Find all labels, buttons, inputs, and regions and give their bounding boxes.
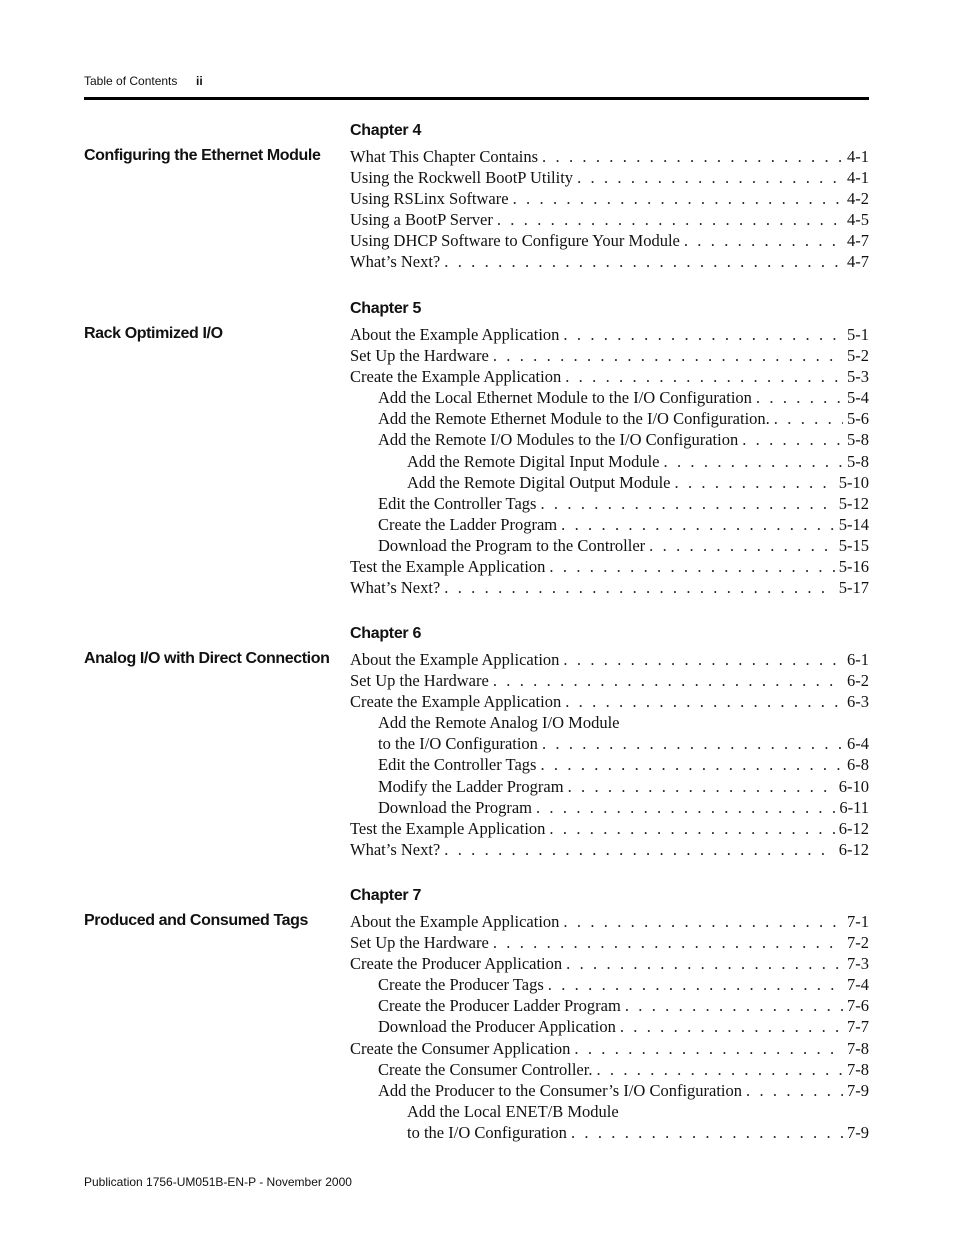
toc-entry (350, 755, 869, 776)
toc-entry-page: 5-2 (847, 346, 869, 366)
toc-entry-title: Set Up the Hardware (350, 346, 489, 366)
toc-entry-page: 7-8 (847, 1038, 869, 1058)
dot-leader (444, 252, 843, 272)
dot-leader (664, 452, 843, 472)
toc-entry (350, 1060, 869, 1081)
chapter-7-label: Chapter 7 (350, 887, 422, 904)
dot-leader (563, 912, 843, 932)
toc-entry-title: Test the Example Application (350, 557, 546, 577)
toc-entry-page: 6-8 (847, 755, 869, 775)
toc-entry-title: Modify the Ladder Program (378, 776, 564, 796)
dot-leader (577, 168, 843, 188)
dot-leader (542, 147, 843, 167)
toc-entry-title: About the Example Application (350, 912, 560, 931)
dot-leader (566, 954, 843, 974)
toc-entry-page: 5-1 (847, 325, 869, 344)
chapter-5-title: Rack Optimized I/O (84, 325, 223, 342)
toc-entry-page: 6-3 (847, 692, 869, 712)
toc-entry-page: 4-1 (847, 147, 869, 166)
toc-entry-title: Add the Remote I/O Modules to the I/O Configuration (378, 430, 739, 450)
toc-entry (350, 933, 869, 954)
dot-leader (649, 536, 835, 556)
toc-entry-page: 7-7 (847, 1017, 869, 1037)
toc-entry (350, 650, 869, 671)
toc-entry-page: 7-2 (847, 933, 869, 953)
toc-entry (350, 996, 869, 1017)
toc-entry-page: 7-4 (847, 975, 869, 995)
toc-entry (350, 452, 869, 473)
toc-entry (350, 1039, 869, 1060)
toc-entry (350, 1102, 869, 1123)
chapter-7-title: Produced and Consumed Tags (84, 912, 308, 929)
toc-entry (350, 536, 869, 557)
toc-entry (350, 734, 869, 755)
toc-entry-title: Add the Remote Analog I/O Module (378, 713, 620, 733)
toc-entry (350, 777, 869, 798)
toc-entry-page: 6-11 (839, 797, 869, 817)
toc-entry-title: What This Chapter Contains (350, 147, 539, 166)
toc-entry-page: 4-1 (847, 168, 869, 188)
toc-entry-title: Set Up the Hardware (350, 671, 489, 691)
toc-entry (350, 671, 869, 692)
toc-entry-page: 5-4 (847, 388, 869, 408)
toc-entry-title: Set Up the Hardware (350, 933, 489, 953)
header-title: Table of Contents (84, 74, 178, 88)
toc-entry-page: 4-5 (847, 210, 869, 230)
toc-entry-title: to the I/O Configuration (407, 1122, 567, 1142)
chapter-4-entries (350, 147, 869, 274)
toc-entry-page: 7-8 (847, 1059, 869, 1079)
header-page-number: ii (196, 74, 203, 88)
chapter-6-label: Chapter 6 (350, 625, 422, 642)
toc-entry-page: 6-4 (847, 734, 869, 754)
toc-entry (350, 473, 869, 494)
dot-leader (746, 1081, 843, 1101)
toc-entry-title: Add the Local ENET/B Module (407, 1101, 619, 1121)
toc-entry (350, 231, 869, 252)
toc-entry-title: to the I/O Configuration (378, 734, 538, 754)
toc-entry-title: Download the Program to the Controller (378, 535, 646, 555)
dot-leader (444, 578, 834, 598)
toc-entry (350, 346, 869, 367)
toc-entry (350, 147, 869, 168)
toc-entry-page: 6-2 (847, 671, 869, 691)
toc-entry (350, 367, 869, 388)
chapter-5-entries (350, 325, 869, 599)
dot-leader (742, 430, 843, 450)
toc-entry-page: 6-1 (847, 650, 869, 669)
header-rule (84, 97, 869, 100)
toc-entry (350, 819, 869, 840)
toc-entry (350, 954, 869, 975)
toc-entry-page: 7-1 (847, 912, 869, 931)
dot-leader (561, 515, 835, 535)
toc-entry-page: 5-14 (838, 514, 869, 534)
toc-entry-page: 5-12 (838, 493, 869, 513)
dot-leader (774, 409, 843, 429)
toc-entry-title: Create the Ladder Program (378, 514, 558, 534)
toc-entry-page: 5-8 (847, 451, 869, 471)
dot-leader (625, 996, 843, 1016)
toc-entry (350, 168, 869, 189)
toc-entry-title: Download the Producer Application (378, 1017, 616, 1037)
toc-entry-title: Edit the Controller Tags (378, 755, 537, 775)
toc-entry-title: Using the Rockwell BootP Utility (350, 168, 574, 188)
toc-entry (350, 210, 869, 231)
toc-entry (350, 430, 869, 451)
toc-entry (350, 1017, 869, 1038)
toc-entry-page: 7-6 (847, 996, 869, 1016)
dot-leader (565, 692, 843, 712)
dot-leader (620, 1017, 843, 1037)
toc-entry-page: 7-3 (847, 954, 869, 974)
toc-entry-title: Using DHCP Software to Configure Your Module (350, 231, 680, 251)
toc-entry-title: Test the Example Application (350, 818, 546, 838)
toc-entry-title: Create the Producer Application (350, 954, 563, 974)
dot-leader (444, 840, 834, 860)
dot-leader (574, 1039, 843, 1059)
toc-entry-title: Add the Remote Digital Input Module (407, 451, 660, 471)
toc-entry (350, 1081, 869, 1102)
toc-entry-page: 7-9 (847, 1122, 869, 1142)
toc-entry-title: What’s Next? (350, 578, 441, 598)
toc-entry-title: What’s Next? (350, 252, 441, 272)
dot-leader (675, 473, 835, 493)
dot-leader (540, 755, 843, 775)
toc-entry (350, 578, 869, 599)
toc-entry (350, 713, 869, 734)
toc-entry (350, 798, 869, 819)
toc-entry-title: About the Example Application (350, 325, 560, 344)
toc-entry-title: Add the Producer to the Consumer’s I/O Configuration (378, 1080, 743, 1100)
toc-entry-title: Add the Remote Digital Output Module (407, 472, 671, 492)
dot-leader (542, 734, 843, 754)
toc-entry-page: 4-2 (847, 189, 869, 209)
toc-entry-page: 6-12 (838, 839, 869, 859)
dot-leader (536, 798, 835, 818)
toc-entry (350, 325, 869, 346)
toc-entry (350, 388, 869, 409)
toc-entry (350, 912, 869, 933)
toc-entry-page: 4-7 (847, 252, 869, 272)
toc-entry-title: What’s Next? (350, 839, 441, 859)
chapter-5-label: Chapter 5 (350, 300, 422, 317)
footer-publication: Publication 1756-UM051B-EN-P - November 2000 (84, 1175, 352, 1189)
dot-leader (756, 388, 843, 408)
toc-entry (350, 494, 869, 515)
toc-entry (350, 1123, 869, 1144)
toc-entry (350, 252, 869, 273)
dot-leader (571, 1123, 843, 1143)
dot-leader (549, 819, 834, 839)
toc-entry (350, 840, 869, 861)
toc-entry-title: Using RSLinx Software (350, 189, 509, 209)
toc-entry-title: Create the Example Application (350, 692, 562, 712)
toc-entry-title: Using a BootP Server (350, 210, 493, 230)
toc-entry-page: 5-17 (838, 578, 869, 598)
dot-leader (565, 367, 843, 387)
chapter-7-entries (350, 912, 869, 1144)
toc-entry-title: Create the Consumer Application (350, 1038, 571, 1058)
chapter-4-label: Chapter 4 (350, 122, 422, 139)
toc-entry-page: 5-3 (847, 367, 869, 387)
toc-entry-title: Add the Local Ethernet Module to the I/O Configuration (378, 388, 752, 408)
dot-leader (540, 494, 834, 514)
toc-entry-page: 5-10 (838, 472, 869, 492)
toc-entry (350, 189, 869, 210)
dot-leader (493, 346, 843, 366)
toc-entry-title: Create the Example Application (350, 367, 562, 387)
toc-entry-page: 5-6 (847, 409, 869, 429)
dot-leader (563, 325, 843, 345)
chapter-4-title: Configuring the Ethernet Module (84, 147, 321, 164)
toc-entry-title: Download the Program (378, 797, 532, 817)
toc-entry (350, 692, 869, 713)
toc-entry-page: 4-7 (847, 231, 869, 251)
toc-entry-title: Add the Remote Ethernet Module to the I/O Configuration. (378, 409, 770, 429)
toc-entry-page: 6-10 (838, 776, 869, 796)
dot-leader (684, 231, 843, 251)
dot-leader (596, 1060, 843, 1080)
toc-entry-title: Create the Producer Tags (378, 975, 544, 995)
toc-entry-page: 7-9 (847, 1080, 869, 1100)
dot-leader (493, 671, 843, 691)
toc-entry-title: About the Example Application (350, 650, 560, 669)
toc-entry (350, 409, 869, 430)
toc-entry-page: 5-16 (838, 557, 869, 577)
toc-entry-page: 5-8 (847, 430, 869, 450)
toc-entry-title: Edit the Controller Tags (378, 493, 537, 513)
toc-entry-page: 5-15 (838, 535, 869, 555)
dot-leader (513, 189, 843, 209)
chapter-6-entries (350, 650, 869, 861)
toc-entry (350, 515, 869, 536)
toc-entry-title: Create the Producer Ladder Program (378, 996, 621, 1016)
chapter-6-title: Analog I/O with Direct Connection (84, 650, 330, 667)
toc-entry-page: 6-12 (838, 818, 869, 838)
dot-leader (548, 975, 843, 995)
toc-entry (350, 557, 869, 578)
dot-leader (493, 933, 843, 953)
dot-leader (563, 650, 843, 670)
toc-entry-title: Create the Consumer Controller. (378, 1059, 593, 1079)
dot-leader (497, 210, 843, 230)
running-header (84, 74, 203, 88)
toc-entry (350, 975, 869, 996)
dot-leader (549, 557, 834, 577)
dot-leader (568, 777, 835, 797)
